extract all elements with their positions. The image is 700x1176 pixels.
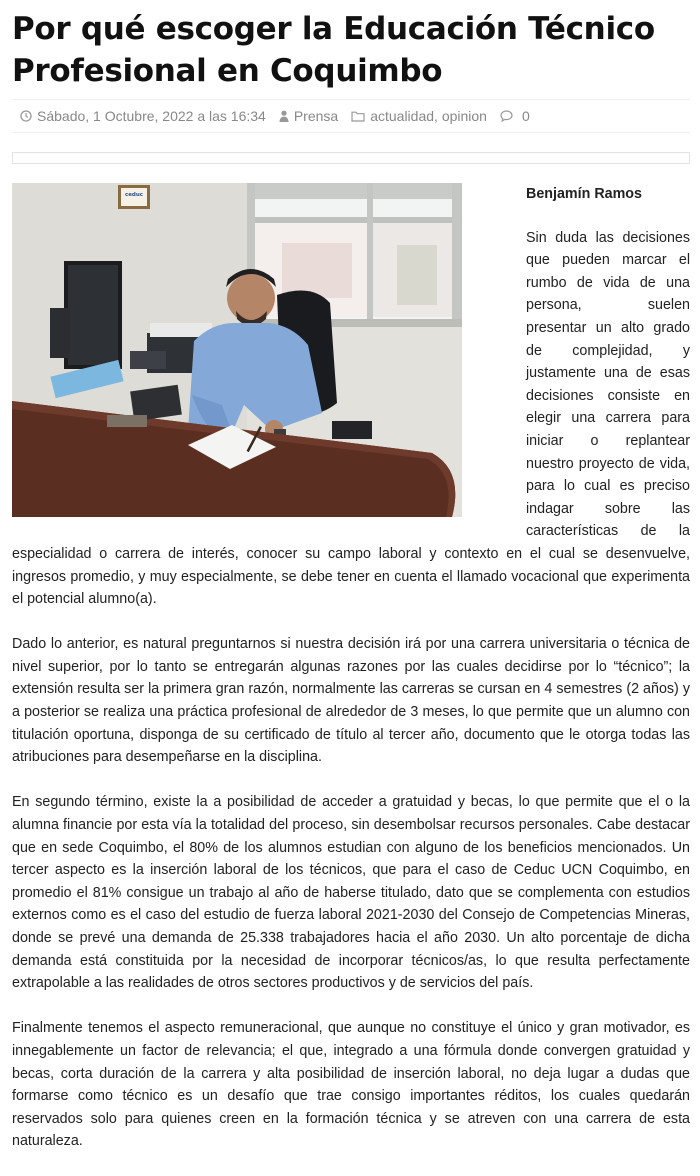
comment-count[interactable]: 0 — [521, 108, 530, 124]
category-separator: , — [434, 108, 438, 124]
post-author-link[interactable]: Prensa — [293, 108, 339, 124]
article-photo-illustration — [12, 183, 462, 517]
post-meta — [12, 99, 690, 133]
comment-icon — [500, 110, 513, 122]
article-paragraph-2: Dado lo anterior, es natural preguntarnos si nuestra decisión irá por una carrera universitaria o técnica de nivel superior, por lo tanto se entregarán algunas razones por las cuales decidirse por lo “técnico”; la extensión resulta ser la primera gran razón, normalmente las carreras se cursan en 4 semestres (2 años) y a posterior se realiza una práctica profesional de alrededor de 3 meses, lo que permite que un alumno con titulación oportuna, disponga de su certificado de título al tercer año, documento que le otorga todas las atribuciones para desempeñarse en la disciplina. — [12, 636, 690, 766]
article-byline: Benjamín Ramos — [526, 186, 642, 202]
article-photo — [12, 183, 462, 517]
post-date — [20, 108, 266, 124]
share-bar — [12, 152, 690, 164]
article-title: Por qué escoger la Educación Técnico Profesional en Coquimbo — [12, 11, 655, 89]
category-link-actualidad[interactable]: actualidad — [370, 108, 435, 124]
article-paragraph-1: Sin duda las decisiones que pueden marcar el rumbo de vida de una persona, suelen presentar un alto grado de complejidad, y justamente una de esas decisiones consiste en elegir una carrera para iniciar o replantear nuestro proyecto de vida, para lo cual es preciso indagar sobre las características de la especialidad o carrera de interés, conocer su campo laboral y contexto en el cual se desenvuelve, ingresos promedio, y muy especialmente, se debe tener en cuenta el llamado vocacional que experimenta el potencial alumno(a). — [12, 229, 690, 608]
user-icon — [279, 110, 289, 122]
clock-icon — [20, 110, 32, 122]
post-author[interactable] — [279, 108, 338, 124]
category-link-opinion[interactable]: opinion — [441, 108, 487, 124]
post-categories — [351, 108, 487, 124]
folder-icon — [351, 111, 365, 122]
article-paragraph-3: En segundo término, existe la a posibilidad de acceder a gratuidad y becas, lo que permite que el o la alumna financie por esta vía la totalidad del proceso, sin desembolsar recursos personales. Cabe destacar que en sede Coquimbo, el 80% de los alumnos estudian con alguno de los beneficios mencionados. Un tercer aspecto es la inserción laboral de los técnicos, que para el caso de Ceduc UCN Coquimbo, en promedio el 81% consigue un trabajo al año de haberse titulado, dato que se complementa con estudios externos como es el caso del estudio de fuerza laboral 2021-2030 del Consejo de Competencias Mineras, donde se prevé una demanda de 25.338 trabajadores hacia el año 2030. Un alto porcentaje de dicha demanda está constituida por la necesidad de incorporar técnicos/as, lo que resulta perfectamente extrapolable a las realidades de otros sectores productivos y de servicios del país. — [12, 794, 690, 992]
article-paragraph-4: Finalmente tenemos el aspecto remuneracional, que aunque no constituye el único y gran motivador, es innegablemente un factor de relevancia; el que, integrado a una fórmula donde convergen gratuidad y becas, corta duración de la carrera y alta posibilidad de inserción laboral, no deja lugar a dudas que formarse como técnico es un desafío que trae consigo importantes réditos, los cuales quedarán reservados solo para quienes creen en la formación técnica y se atreven con una carrera de esta naturaleza. — [12, 1020, 690, 1150]
wall-sign-text: ceduc — [124, 192, 144, 198]
article-body — [12, 178, 690, 1176]
post-date-text: Sábado, 1 Octubre, 2022 a las 16:34 — [37, 108, 266, 124]
post-comments[interactable] — [500, 108, 530, 124]
